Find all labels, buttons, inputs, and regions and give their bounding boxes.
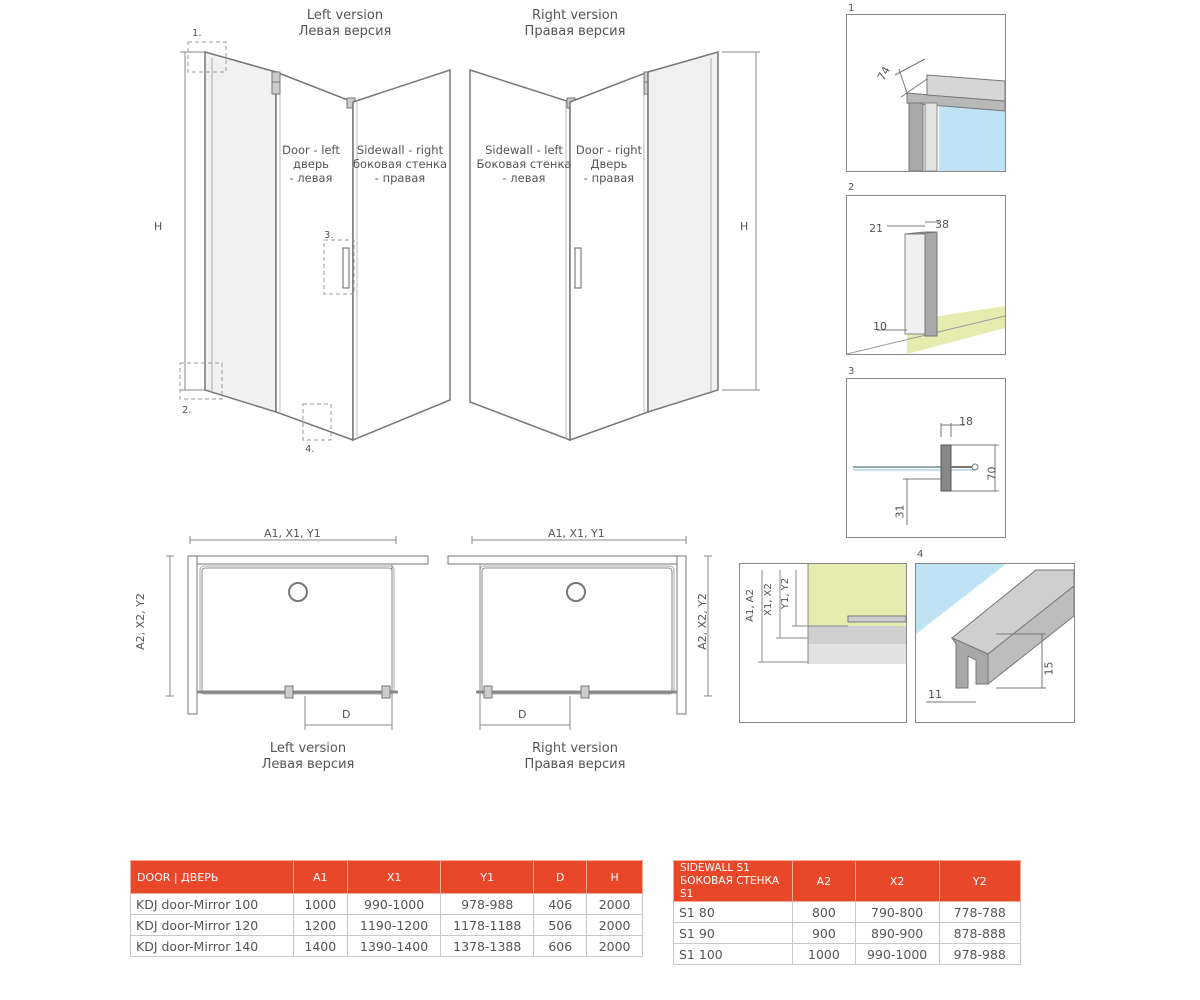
cell-x1: 990-1000 [348, 894, 441, 915]
detail-2-dim-b: 38 [935, 218, 949, 231]
col-header-x2: X2 [855, 861, 939, 902]
caption-en: Right version [532, 741, 618, 756]
cell-a2: 900 [793, 923, 856, 944]
cell-h: 2000 [587, 894, 643, 915]
left-elevation-drawing [150, 40, 460, 460]
cell-model: S1 80 [674, 902, 793, 923]
detail-1-drawing [847, 15, 1005, 171]
table-row [131, 915, 643, 936]
caption-ru: Левая версия [298, 24, 392, 39]
sidewall-header-ru: БОКОВАЯ СТЕНКА S1 [680, 874, 780, 900]
cell-y1: 1378-1388 [441, 936, 534, 957]
col-header-sidewall [674, 861, 793, 902]
detail-1-dim: 74 [874, 64, 894, 83]
section-detail-box [739, 563, 907, 723]
table-header-row [131, 861, 643, 894]
cell-y2: 778-788 [939, 902, 1020, 923]
col-header-h: H [587, 861, 643, 894]
section-dim-y: Y1, Y2 [780, 577, 792, 610]
cell-model: KDJ door-Mirror 120 [131, 915, 294, 936]
label-line: дверь [293, 157, 329, 171]
label-line: - правая [374, 171, 426, 185]
table-row [674, 902, 1021, 923]
label-line: - левая [289, 171, 333, 185]
cell-x2: 790-800 [855, 902, 939, 923]
left-plan-bottom-dim: D [342, 708, 351, 721]
col-header-x1: X1 [348, 861, 441, 894]
right-elevation-drawing [460, 40, 770, 460]
detail-3-dim-c: 31 [893, 504, 907, 519]
cell-model: KDJ door-Mirror 140 [131, 936, 294, 957]
cell-a2: 800 [793, 902, 856, 923]
cell-a1: 1400 [293, 936, 347, 957]
left-plan-caption [238, 741, 378, 773]
cell-h: 2000 [587, 936, 643, 957]
callout-1: 1. [192, 28, 202, 39]
detail-1-box [846, 14, 1006, 172]
detail-2-dim-a: 21 [869, 222, 883, 235]
col-header-a2: A2 [793, 861, 856, 902]
col-header-y1: Y1 [441, 861, 534, 894]
label-line: Sidewall - right [356, 143, 444, 157]
caption-ru: Левая версия [261, 757, 355, 772]
cell-x2: 990-1000 [855, 944, 939, 965]
right-plan-side-dim: A2, X2, Y2 [695, 593, 709, 650]
cell-model: S1 100 [674, 944, 793, 965]
detail-3-drawing [847, 379, 1005, 537]
caption-en: Right version [532, 8, 618, 23]
cell-d: 606 [534, 936, 587, 957]
left-elevation-caption [275, 8, 415, 40]
caption-en: Left version [269, 741, 347, 756]
cell-x1: 1390-1400 [348, 936, 441, 957]
col-header-d: D [534, 861, 587, 894]
label-line: Door - left [282, 143, 340, 157]
table-row [131, 936, 643, 957]
cell-a1: 1000 [293, 894, 347, 915]
sidewall-header-en: SIDEWALL S1 [680, 861, 750, 874]
cell-y1: 1178-1188 [441, 915, 534, 936]
detail-3-dim-a: 18 [959, 415, 973, 428]
cell-model: S1 90 [674, 923, 793, 944]
cell-d: 406 [534, 894, 587, 915]
section-dim-a: A1, A2 [744, 589, 756, 622]
label-line: - левая [502, 171, 546, 185]
detail-3-box [846, 378, 1006, 538]
detail-2-drawing [847, 196, 1005, 354]
cell-x2: 890-900 [855, 923, 939, 944]
left-door-label [276, 143, 346, 185]
cell-model: KDJ door-Mirror 100 [131, 894, 294, 915]
caption-ru: Правая версия [524, 24, 626, 39]
detail-4-dim-b: 11 [928, 688, 942, 701]
cell-y2: 878-888 [939, 923, 1020, 944]
cell-y1: 978-988 [441, 894, 534, 915]
table-row [131, 894, 643, 915]
col-header-a1: A1 [293, 861, 347, 894]
detail-3-number: 3 [848, 366, 855, 377]
cell-h: 2000 [587, 915, 643, 936]
caption-en: Left version [306, 8, 384, 23]
table-row [674, 923, 1021, 944]
left-height-dim: H [154, 220, 163, 233]
label-line: Sidewall - left [485, 143, 563, 157]
right-door-label [574, 143, 644, 185]
detail-2-dim-c: 10 [873, 320, 887, 333]
detail-4-dim-a: 15 [1042, 661, 1056, 676]
right-plan-bottom-dim: D [518, 708, 527, 721]
detail-2-box [846, 195, 1006, 355]
detail-3-dim-b: 70 [985, 466, 999, 481]
label-line: Дверь [590, 157, 628, 171]
left-plan-drawing [140, 520, 440, 730]
right-sidewall-label [352, 143, 448, 185]
table-header-row [674, 861, 1021, 902]
detail-4-box [915, 563, 1075, 723]
sidewall-spec-table [673, 860, 1021, 965]
cell-x1: 1190-1200 [348, 915, 441, 936]
label-line: - правая [583, 171, 635, 185]
callout-2: 2. [182, 405, 192, 416]
section-dim-x: X1, X2 [762, 583, 774, 616]
detail-4-number: 4 [917, 549, 924, 560]
cell-a1: 1200 [293, 915, 347, 936]
col-header-y2: Y2 [939, 861, 1020, 902]
label-line: боковая стенка [352, 157, 448, 171]
right-plan-top-dim: A1, X1, Y1 [548, 527, 605, 540]
detail-2-number: 2 [848, 182, 855, 193]
left-sidewall-label [476, 143, 572, 185]
cell-a2: 1000 [793, 944, 856, 965]
col-header-door: DOOR | ДВЕРЬ [131, 861, 294, 894]
cell-y2: 978-988 [939, 944, 1020, 965]
detail-1-number: 1 [848, 3, 855, 14]
right-height-dim: H [740, 220, 749, 233]
right-elevation-caption [505, 8, 645, 40]
left-plan-top-dim: A1, X1, Y1 [264, 527, 321, 540]
label-line: Door - right [575, 143, 643, 157]
caption-ru: Правая версия [524, 757, 626, 772]
label-line: Боковая стенка [476, 157, 572, 171]
table-row [674, 944, 1021, 965]
right-plan-caption [505, 741, 645, 773]
left-plan-side-dim: A2, X2, Y2 [133, 593, 147, 650]
cell-d: 506 [534, 915, 587, 936]
callout-3: 3. [324, 230, 334, 241]
door-spec-table [130, 860, 643, 957]
callout-4: 4. [305, 444, 315, 455]
